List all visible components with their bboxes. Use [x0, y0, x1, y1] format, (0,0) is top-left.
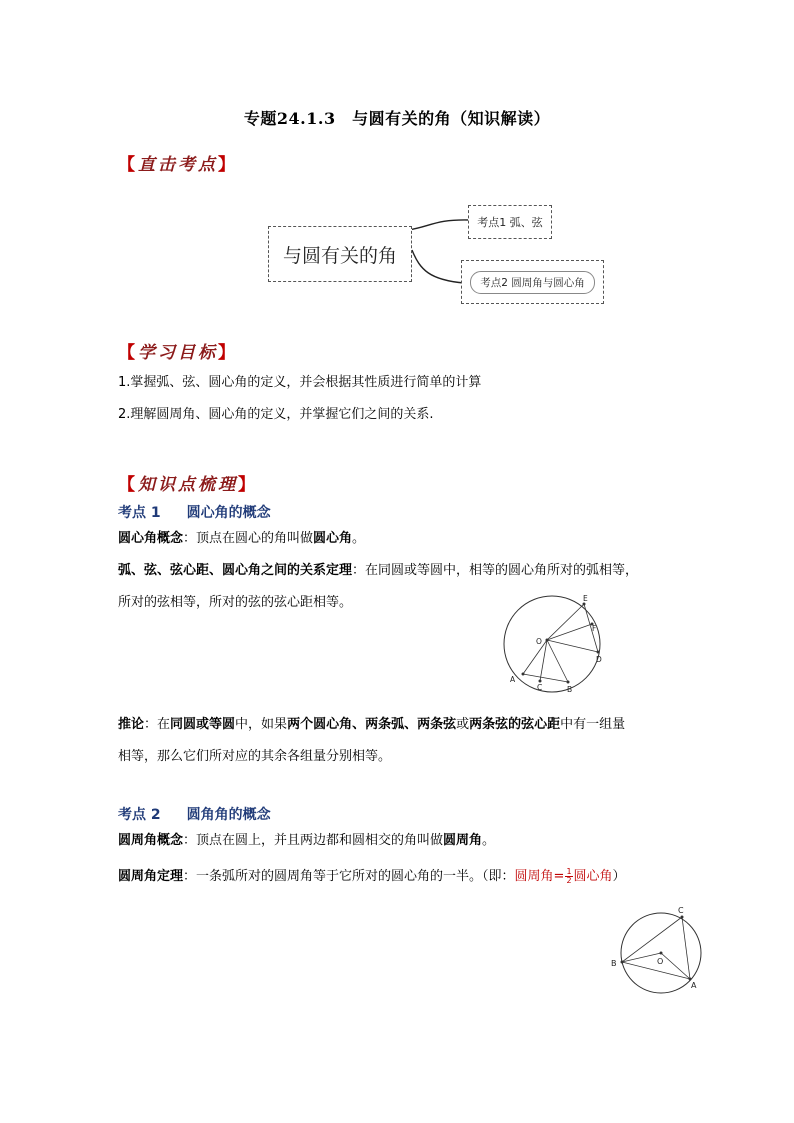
cor-bold-1: 同圆或等圆	[170, 717, 236, 732]
kp1-def-text: ：顶点在圆心的角叫做	[183, 531, 314, 546]
formula-right: 圆心角	[573, 869, 613, 884]
section-heading-text: 知识点梳理	[138, 475, 238, 495]
label-A: A	[691, 981, 697, 990]
kp1-def-label: 圆心角概念	[118, 531, 184, 546]
label-B: B	[611, 959, 617, 968]
kp2-definition	[118, 832, 495, 850]
kp2-theorem-text: ：一条弧所对的圆周角等于它所对的圆心角的一半。（即：	[183, 869, 515, 884]
label-D: D	[596, 655, 602, 664]
label-E: E	[583, 594, 588, 603]
kp2-def-end: 。	[482, 833, 496, 848]
figure-inscribed-angle	[606, 902, 710, 1002]
formula-left: 圆周角=	[514, 869, 565, 884]
bracket-open: 【	[118, 475, 138, 495]
mindmap-node-2	[461, 260, 604, 304]
kp1-definition	[118, 530, 365, 548]
fraction-numerator: 1	[566, 867, 572, 876]
cor-text-1: ：在	[144, 717, 171, 732]
goal-item-2: 2.理解圆周角、圆心角的定义，并掌握它们之间的关系.	[118, 407, 434, 422]
cor-bold-3: 两条弦的弦心距	[469, 717, 561, 732]
kp1-number: 考点 1	[118, 505, 161, 521]
kp2-def-label: 圆周角概念	[118, 833, 184, 848]
label-F: F	[592, 624, 597, 633]
cor-text-3: 或	[456, 717, 470, 732]
mindmap-root-label: 与圆有关的角	[282, 244, 397, 267]
cor-text-4: 中有一组量	[560, 717, 626, 732]
kp2-heading	[118, 804, 271, 824]
kp1-def-term: 圆心角	[313, 531, 353, 546]
section-heading-text: 学习目标	[138, 343, 218, 363]
goal-item-1: 1.掌握弧、弦、圆心角的定义，并会根据其性质进行简单的计算	[118, 375, 482, 390]
mindmap-node-1-label: 考点1 弧、弦	[477, 216, 543, 229]
kp1-def-end: 。	[352, 531, 366, 546]
bracket-close: 】	[218, 343, 238, 363]
mindmap-node-2-label: 考点2 圆周角与圆心角	[470, 271, 595, 294]
kp1-corollary-line-1	[118, 716, 625, 734]
mindmap-root	[268, 226, 412, 282]
page-title: 专题24.1.3 与圆有关的角（知识解读）	[243, 109, 551, 128]
kp1-corollary-label: 推论	[118, 717, 145, 732]
fraction-denominator: 2	[566, 876, 572, 885]
bracket-open: 【	[118, 155, 138, 175]
cor-bold-2: 两个圆心角、两条弧、两条弦	[287, 717, 457, 732]
kp1-theorem-line-1	[118, 562, 638, 580]
label-C: C	[537, 683, 543, 692]
label-O: O	[657, 957, 664, 966]
kp2-def-term: 圆周角	[443, 833, 483, 848]
mindmap-node-1	[468, 205, 552, 239]
bracket-close: 】	[238, 475, 258, 495]
bracket-close: 】	[218, 155, 238, 175]
kp2-theorem-end: ）	[612, 869, 626, 884]
kp1-heading	[118, 502, 271, 522]
kp2-theorem-label: 圆周角定理	[118, 869, 184, 884]
kp1-theorem-label: 弧、弦、弦心距、圆心角之间的关系定理	[118, 563, 353, 578]
kp1-corollary-line-2: 相等，那么它们所对应的其余各组量分别相等。	[118, 749, 392, 764]
fraction-one-half	[565, 868, 572, 885]
figure-central-angle	[498, 592, 618, 696]
kp2-def-text: ：顶点在圆上，并且两边都和圆相交的角叫做	[183, 833, 444, 848]
kp2-name: 圆角角的概念	[186, 807, 271, 823]
bracket-open: 【	[118, 343, 138, 363]
label-O: O	[536, 637, 542, 646]
cor-text-2: 中，如果	[235, 717, 288, 732]
section-heading-zhishi	[118, 470, 258, 495]
kp2-theorem	[118, 868, 626, 886]
section-heading-xuexi	[118, 338, 238, 363]
label-B: B	[567, 685, 573, 694]
label-C: C	[678, 906, 684, 915]
kp2-number: 考点 2	[118, 807, 161, 823]
kp1-theorem-line-2: 所对的弦相等，所对的弦的弦心距相等。	[118, 595, 353, 610]
section-heading-text: 直击考点	[138, 155, 218, 175]
label-A: A	[510, 675, 516, 684]
kp1-name: 圆心角的概念	[186, 505, 271, 521]
kp1-theorem-text: ：在同圆或等圆中，相等的圆心角所对的弧相等，	[352, 563, 639, 578]
section-heading-zhiji	[118, 150, 238, 175]
